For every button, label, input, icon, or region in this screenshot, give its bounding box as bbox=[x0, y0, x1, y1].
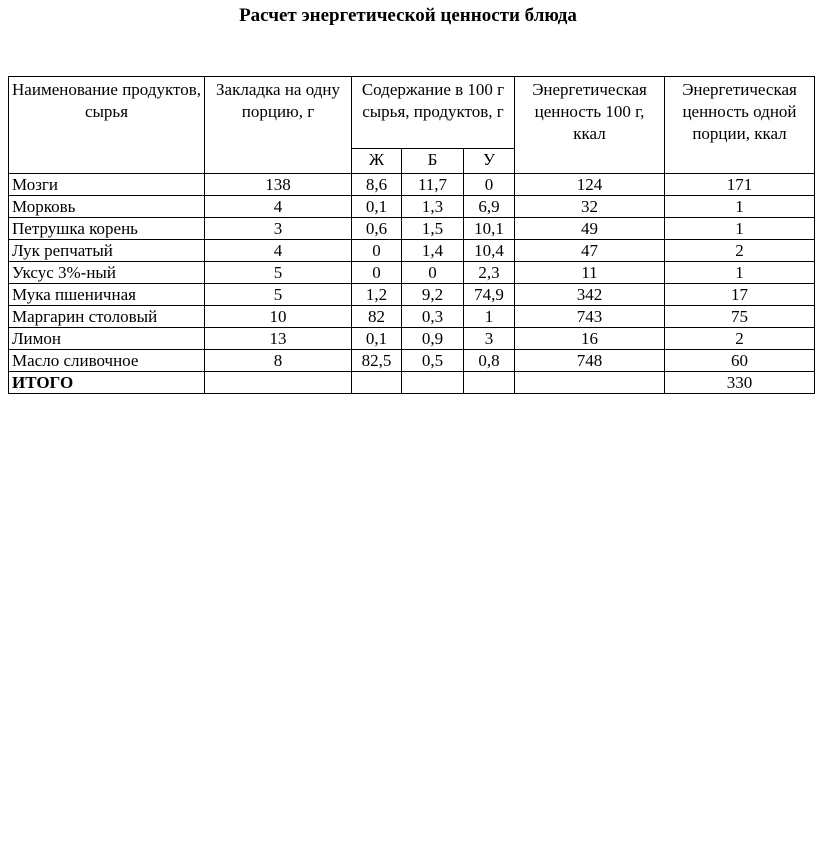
cell-protein: 11,7 bbox=[402, 174, 464, 196]
header-portion: Закладка на одну порцию, г bbox=[205, 77, 352, 174]
table-row bbox=[9, 306, 815, 328]
cell-energy-portion: 1 bbox=[665, 196, 815, 218]
total-row bbox=[9, 372, 815, 394]
cell-carbs: 2,3 bbox=[464, 262, 515, 284]
total-label: ИТОГО bbox=[9, 372, 205, 394]
table-row bbox=[9, 218, 815, 240]
total-energy-portion: 330 bbox=[665, 372, 815, 394]
cell-portion: 13 bbox=[205, 328, 352, 350]
cell-portion: 5 bbox=[205, 284, 352, 306]
cell-energy-100: 11 bbox=[515, 262, 665, 284]
cell-name: Мозги bbox=[9, 174, 205, 196]
cell-name: Лук репчатый bbox=[9, 240, 205, 262]
cell-carbs: 0 bbox=[464, 174, 515, 196]
cell-fat: 0 bbox=[352, 240, 402, 262]
cell-protein: 1,3 bbox=[402, 196, 464, 218]
cell-energy-portion: 1 bbox=[665, 218, 815, 240]
cell-name: Петрушка корень bbox=[9, 218, 205, 240]
cell-energy-100: 49 bbox=[515, 218, 665, 240]
cell-fat: 0,6 bbox=[352, 218, 402, 240]
cell-portion: 4 bbox=[205, 196, 352, 218]
total-empty-cell bbox=[205, 372, 352, 394]
total-empty-cell bbox=[515, 372, 665, 394]
cell-portion: 5 bbox=[205, 262, 352, 284]
cell-name: Масло сливочное bbox=[9, 350, 205, 372]
cell-protein: 0,5 bbox=[402, 350, 464, 372]
cell-energy-100: 748 bbox=[515, 350, 665, 372]
cell-portion: 3 bbox=[205, 218, 352, 240]
header-energy-portion: Энергетическая ценность одной порции, ккал bbox=[665, 77, 815, 174]
energy-value-table bbox=[8, 76, 815, 394]
header-carbs: У bbox=[464, 149, 515, 174]
cell-protein: 1,5 bbox=[402, 218, 464, 240]
header-content: Содержание в 100 г сырья, продуктов, г bbox=[352, 77, 515, 149]
page-title: Расчет энергетической ценности блюда bbox=[239, 5, 577, 26]
cell-fat: 0,1 bbox=[352, 328, 402, 350]
header-fat: Ж bbox=[352, 149, 402, 174]
cell-energy-portion: 1 bbox=[665, 262, 815, 284]
cell-energy-portion: 2 bbox=[665, 328, 815, 350]
cell-portion: 10 bbox=[205, 306, 352, 328]
cell-energy-portion: 171 bbox=[665, 174, 815, 196]
cell-portion: 8 bbox=[205, 350, 352, 372]
table-row bbox=[9, 328, 815, 350]
table-row bbox=[9, 240, 815, 262]
cell-fat: 0,1 bbox=[352, 196, 402, 218]
cell-energy-100: 743 bbox=[515, 306, 665, 328]
cell-name: Лимон bbox=[9, 328, 205, 350]
cell-fat: 1,2 bbox=[352, 284, 402, 306]
header-protein: Б bbox=[402, 149, 464, 174]
total-empty-cell bbox=[352, 372, 402, 394]
cell-protein: 0,9 bbox=[402, 328, 464, 350]
cell-energy-100: 32 bbox=[515, 196, 665, 218]
cell-name: Маргарин столовый bbox=[9, 306, 205, 328]
cell-energy-100: 47 bbox=[515, 240, 665, 262]
total-empty-cell bbox=[402, 372, 464, 394]
table-row bbox=[9, 350, 815, 372]
cell-fat: 82,5 bbox=[352, 350, 402, 372]
cell-name: Морковь bbox=[9, 196, 205, 218]
table-row bbox=[9, 262, 815, 284]
cell-name: Мука пшеничная bbox=[9, 284, 205, 306]
cell-portion: 138 bbox=[205, 174, 352, 196]
cell-energy-portion: 60 bbox=[665, 350, 815, 372]
cell-fat: 82 bbox=[352, 306, 402, 328]
cell-carbs: 0,8 bbox=[464, 350, 515, 372]
cell-fat: 8,6 bbox=[352, 174, 402, 196]
cell-carbs: 74,9 bbox=[464, 284, 515, 306]
table-row bbox=[9, 174, 815, 196]
header-energy-100: Энергетическая ценность 100 г, ккал bbox=[515, 77, 665, 174]
cell-fat: 0 bbox=[352, 262, 402, 284]
cell-protein: 1,4 bbox=[402, 240, 464, 262]
cell-energy-100: 124 bbox=[515, 174, 665, 196]
cell-energy-100: 16 bbox=[515, 328, 665, 350]
cell-portion: 4 bbox=[205, 240, 352, 262]
cell-name: Уксус 3%-ный bbox=[9, 262, 205, 284]
cell-energy-100: 342 bbox=[515, 284, 665, 306]
cell-energy-portion: 17 bbox=[665, 284, 815, 306]
cell-carbs: 6,9 bbox=[464, 196, 515, 218]
cell-carbs: 1 bbox=[464, 306, 515, 328]
cell-protein: 9,2 bbox=[402, 284, 464, 306]
cell-carbs: 10,4 bbox=[464, 240, 515, 262]
cell-energy-portion: 2 bbox=[665, 240, 815, 262]
total-empty-cell bbox=[464, 372, 515, 394]
cell-protein: 0,3 bbox=[402, 306, 464, 328]
cell-carbs: 3 bbox=[464, 328, 515, 350]
header-name: Наименование продуктов, сырья bbox=[9, 77, 205, 174]
table-row bbox=[9, 196, 815, 218]
cell-carbs: 10,1 bbox=[464, 218, 515, 240]
cell-energy-portion: 75 bbox=[665, 306, 815, 328]
cell-protein: 0 bbox=[402, 262, 464, 284]
table-row bbox=[9, 284, 815, 306]
